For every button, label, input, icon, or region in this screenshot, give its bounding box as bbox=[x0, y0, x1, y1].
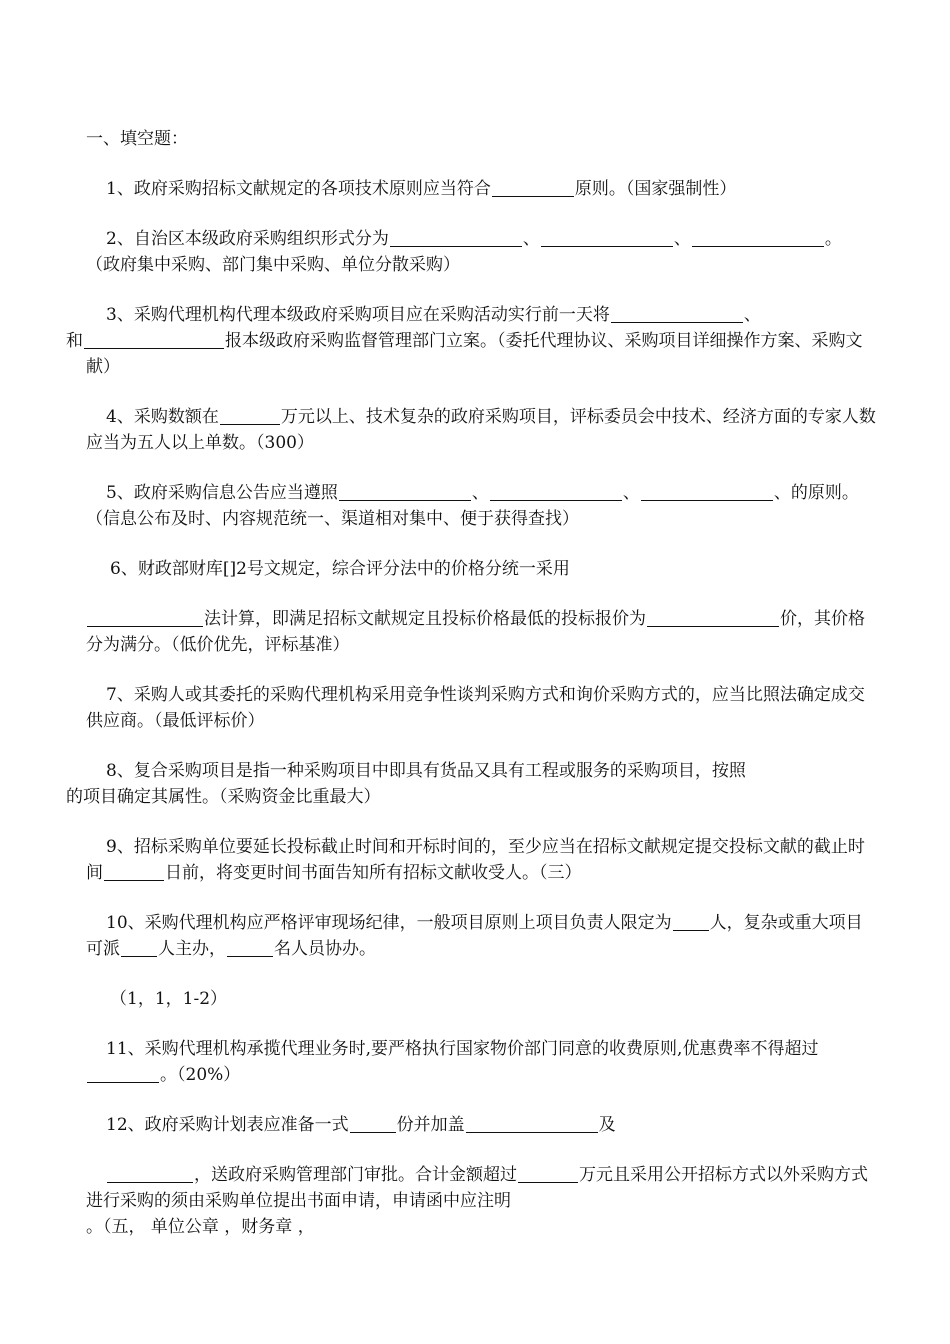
question-4: 4、采购数额在 万元以上、技术复杂的政府采购项目，评标委员会中技术、经济方面的专家人数应当为五人以上单数。（300） bbox=[86, 407, 876, 453]
answer-blank bbox=[466, 1114, 598, 1133]
answer-blank bbox=[87, 608, 203, 627]
question-8: 8、复合采购项目是指一种采购项目中即具有货品又具有工程或服务的采购项目，按照 的项目确定其属性。（采购资金比重最大） bbox=[66, 761, 746, 807]
answer-blank bbox=[87, 1064, 159, 1083]
answer-blank bbox=[350, 1114, 396, 1133]
answer-blank bbox=[492, 178, 574, 197]
question-6-cont: 法计算，即满足招标文献规定且投标价格最低的投标报价为 价，其价格分为满分。（低价优先，评标基准） bbox=[86, 609, 865, 655]
answer-blank bbox=[673, 912, 709, 931]
answer-blank bbox=[107, 1164, 193, 1183]
answer-blank bbox=[121, 938, 157, 957]
question-11: 11、采购代理机构承揽代理业务时,要严格执行国家物价部门同意的收费原则,优惠费率不得超过 。（20%） bbox=[86, 1036, 876, 1088]
document-page bbox=[66, 126, 876, 1240]
question-7: 7、采购人或其委托的采购代理机构采用竞争性谈判采购方式和询价采购方式的，应当比照法确定成交供应商。（最低评标价） bbox=[86, 685, 865, 731]
answer-blank bbox=[490, 482, 622, 501]
question-12: 12、政府采购计划表应准备一式 份并加盖 及 bbox=[106, 1115, 616, 1135]
answer-blank bbox=[220, 406, 280, 425]
answer-blank bbox=[647, 608, 779, 627]
answer-blank bbox=[339, 482, 471, 501]
answer-blank bbox=[641, 482, 773, 501]
answer-blank bbox=[227, 938, 273, 957]
question-10-answer: （1，1，1-2） bbox=[110, 989, 228, 1009]
question-5: 5、政府采购信息公告应当遵照 、 、 、的原则。（信息公布及时、内容规范统一、渠道相对集中、便于获得查找） bbox=[86, 483, 859, 529]
question-2: 2、自治区本级政府采购组织形式分为 、 、 。 （政府集中采购、部门集中采购、单位分散采购） bbox=[86, 229, 842, 275]
answer-blank bbox=[104, 862, 164, 881]
answer-blank bbox=[692, 228, 824, 247]
answer-blank bbox=[518, 1164, 578, 1183]
question-9: 9、招标采购单位要延长投标截止时间和开标时间的，至少应当在招标文献规定提交投标文献的截止时间 日前，将变更时间书面告知所有招标文献收受人。（三） bbox=[86, 837, 865, 883]
question-10: 10、采购代理机构应严格评审现场纪律，一般项目原则上项目负责人限定为 人，复杂或重大项目可派 人主办， 名人员协办。 bbox=[86, 913, 863, 959]
answer-blank bbox=[84, 330, 224, 349]
question-12-cont: ，送政府采购管理部门审批。合计金额超过 万元且采用公开招标方式以外采购方式进行采购的须由采购单位提出书面申请，申请函中应注明 。（五， 单位公章 ，财务章 ， bbox=[86, 1165, 868, 1237]
answer-blank bbox=[611, 304, 743, 323]
question-3: 3、采购代理机构代理本级政府采购项目应在采购活动实行前一天将 、 和 报本级政府采购监督管理部门立案。（委托代理协议、采购项目详细操作方案、采购文献） bbox=[66, 305, 863, 377]
answer-blank bbox=[541, 228, 673, 247]
question-6: 6、财政部财库[]2号文规定，综合评分法中的价格分统一采用 bbox=[110, 559, 570, 579]
section-title: 一、填空题： bbox=[86, 129, 188, 149]
question-1: 1、政府采购招标文献规定的各项技术原则应当符合 原则。（国家强制性） bbox=[106, 179, 737, 199]
answer-blank bbox=[390, 228, 522, 247]
